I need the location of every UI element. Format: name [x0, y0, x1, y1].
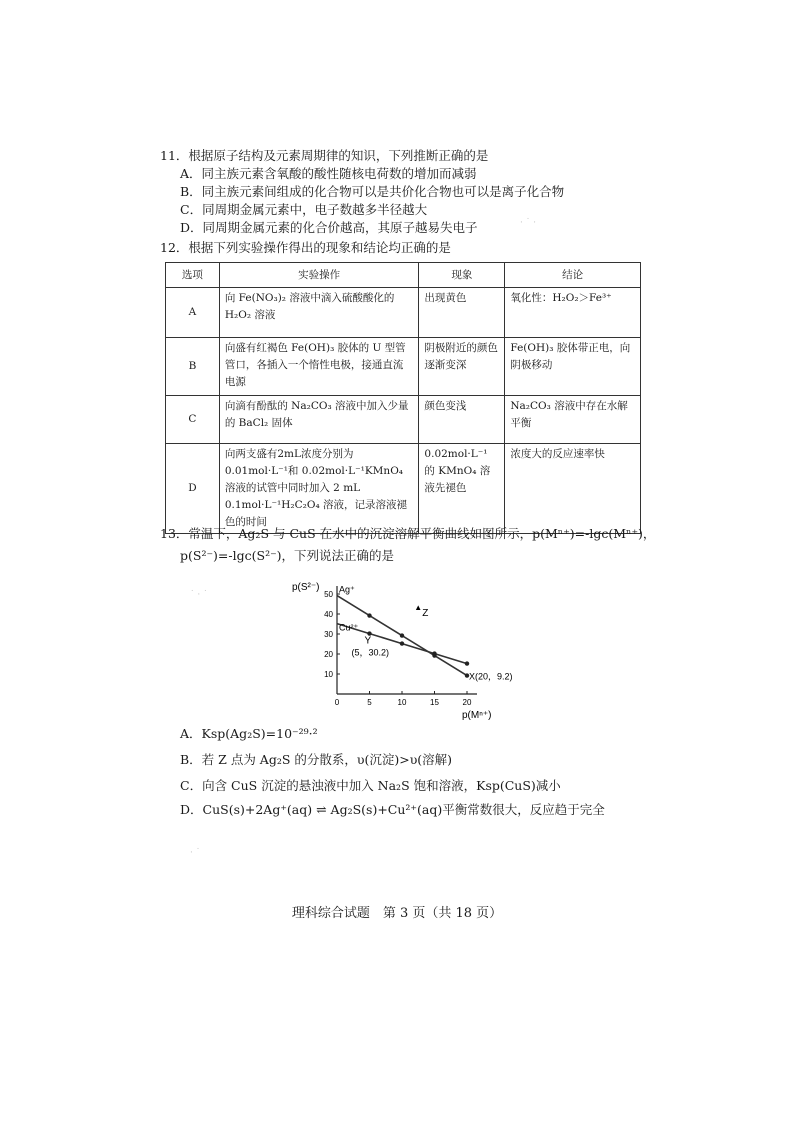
chart-axes — [324, 586, 477, 707]
table-header-row — [166, 263, 641, 288]
header-conclusion: 结论 — [505, 263, 641, 288]
x-tick-label: 20 — [462, 698, 472, 707]
row-conclusion: Na₂CO₃ 溶液中存在水解平衡 — [505, 396, 641, 444]
x-axis-label: p(Mⁿ⁺) — [462, 710, 492, 721]
q13-option-b: B．若 Z 点为 Ag₂S 的分散系，υ(沉淀)>υ(溶解) — [180, 752, 453, 767]
scan-noise: ˙ · ˙ — [190, 590, 208, 600]
row-phenomenon: 阴极附近的颜色逐渐变深 — [419, 338, 505, 396]
row-conclusion: Fe(OH)₃ 胶体带正电，向阴极移动 — [505, 338, 641, 396]
y-tick-label: 50 — [324, 590, 333, 599]
series-label: Cu²⁺ — [339, 622, 359, 633]
row-label: B — [166, 338, 220, 396]
header-option: 选项 — [166, 263, 220, 288]
q13-option-c: C．向含 CuS 沉淀的悬浊液中加入 Na₂S 饱和溶液，Ksp(CuS)减小 — [180, 778, 561, 793]
point-y-label: Y — [364, 635, 372, 647]
q11-option-c: C．同周期金属元素中，电子数越多半径越大 — [180, 202, 428, 217]
x-tick-label: 5 — [367, 698, 372, 707]
q13-stem-line2: p(S²⁻)=-lgc(S²⁻)，下列说法正确的是 — [180, 548, 395, 563]
y-tick-label: 30 — [324, 630, 333, 639]
solubility-equilibrium-chart — [290, 572, 540, 722]
x-tick-label: 0 — [334, 698, 340, 707]
row-operation: 向盛有红褐色 Fe(OH)₃ 胶体的 U 型管管口，各插入一个惰性电极，接通直流电源 — [219, 338, 419, 396]
series-label: Ag⁺ — [339, 584, 355, 595]
point-z-marker: ▲ — [414, 603, 423, 612]
y-axis-label: p(S²⁻) — [292, 582, 320, 593]
table-row — [166, 338, 641, 396]
row-conclusion: 浓度大的反应速率快 — [505, 444, 641, 534]
x-tick-label: 15 — [430, 698, 439, 707]
q13-option-a: A．Ksp(Ag₂S)=10⁻²⁹·² — [180, 726, 318, 741]
row-label: D — [166, 444, 220, 534]
series-point — [400, 633, 404, 637]
point-x-label: X(20，9.2) — [469, 671, 513, 682]
row-phenomenon: 0.02mol·L⁻¹ 的 KMnO₄ 溶液先褪色 — [419, 444, 505, 534]
experiment-table — [165, 262, 641, 534]
series-point — [367, 613, 371, 617]
table-row — [166, 396, 641, 444]
page-footer: 理科综合试题 第 3 页（共 18 页） — [291, 906, 503, 921]
row-operation: 向两支盛有2mL浓度分别为0.01mol·L⁻¹和 0.02mol·L⁻¹KMnO₄溶液的试管中同时加入 2 mL 0.1mol·L⁻¹H₂C₂O₄ 溶液，记录溶液褪色的时间 — [219, 444, 419, 534]
q11-option-b: B．同主族元素间组成的化合物可以是共价化合物也可以是离子化合物 — [180, 184, 565, 199]
chart-marks — [337, 585, 513, 683]
y-tick-label: 40 — [324, 610, 333, 619]
point-y-coord: (5，30.2) — [351, 647, 390, 658]
scan-noise: · ˙ · — [520, 218, 536, 228]
x-tick-label: 10 — [397, 698, 407, 707]
row-conclusion: 氧化性：H₂O₂＞Fe³⁺ — [505, 288, 641, 338]
q11-option-a: A．同主族元素含氧酸的酸性随核电荷数的增加而减弱 — [180, 166, 477, 181]
header-phenomenon: 现象 — [419, 263, 505, 288]
point-z-label: Z — [422, 608, 429, 619]
row-label: C — [166, 396, 220, 444]
q12-stem: 12．根据下列实验操作得出的现象和结论均正确的是 — [160, 240, 451, 255]
row-phenomenon: 颜色变浅 — [419, 396, 505, 444]
table-row — [166, 444, 641, 534]
row-label: A — [166, 288, 220, 338]
header-operation: 实验操作 — [219, 263, 419, 288]
row-operation: 向滴有酚酞的 Na₂CO₃ 溶液中加入少量的 BaCl₂ 固体 — [219, 396, 419, 444]
y-tick-label: 20 — [324, 650, 333, 659]
series-point — [465, 661, 469, 665]
table-row — [166, 288, 641, 338]
row-operation: 向 Fe(NO₃)₂ 溶液中滴入硫酸酸化的 H₂O₂ 溶液 — [219, 288, 419, 338]
q11-stem: 11．根据原子结构及元素周期律的知识，下列推断正确的是 — [160, 148, 489, 163]
q11-option-d: D．同周期金属元素的化合价越高，其原子越易失电子 — [180, 220, 478, 235]
q13-stem-line1: 13．常温下，Ag₂S 与 CuS 在水中的沉淀溶解平衡曲线如图所示，p(Mⁿ⁺)=-lgc(Mⁿ⁺)， — [160, 526, 656, 541]
scan-noise: · ˙ — [190, 848, 201, 858]
row-phenomenon: 出现黄色 — [419, 288, 505, 338]
y-tick-label: 10 — [324, 670, 333, 679]
q13-option-d: D．CuS(s)+2Ag⁺(aq) ⇌ Ag₂S(s)+Cu²⁺(aq)平衡常数很大，反应趋于完全 — [180, 802, 605, 817]
series-point — [432, 651, 436, 655]
series-point — [400, 641, 404, 645]
